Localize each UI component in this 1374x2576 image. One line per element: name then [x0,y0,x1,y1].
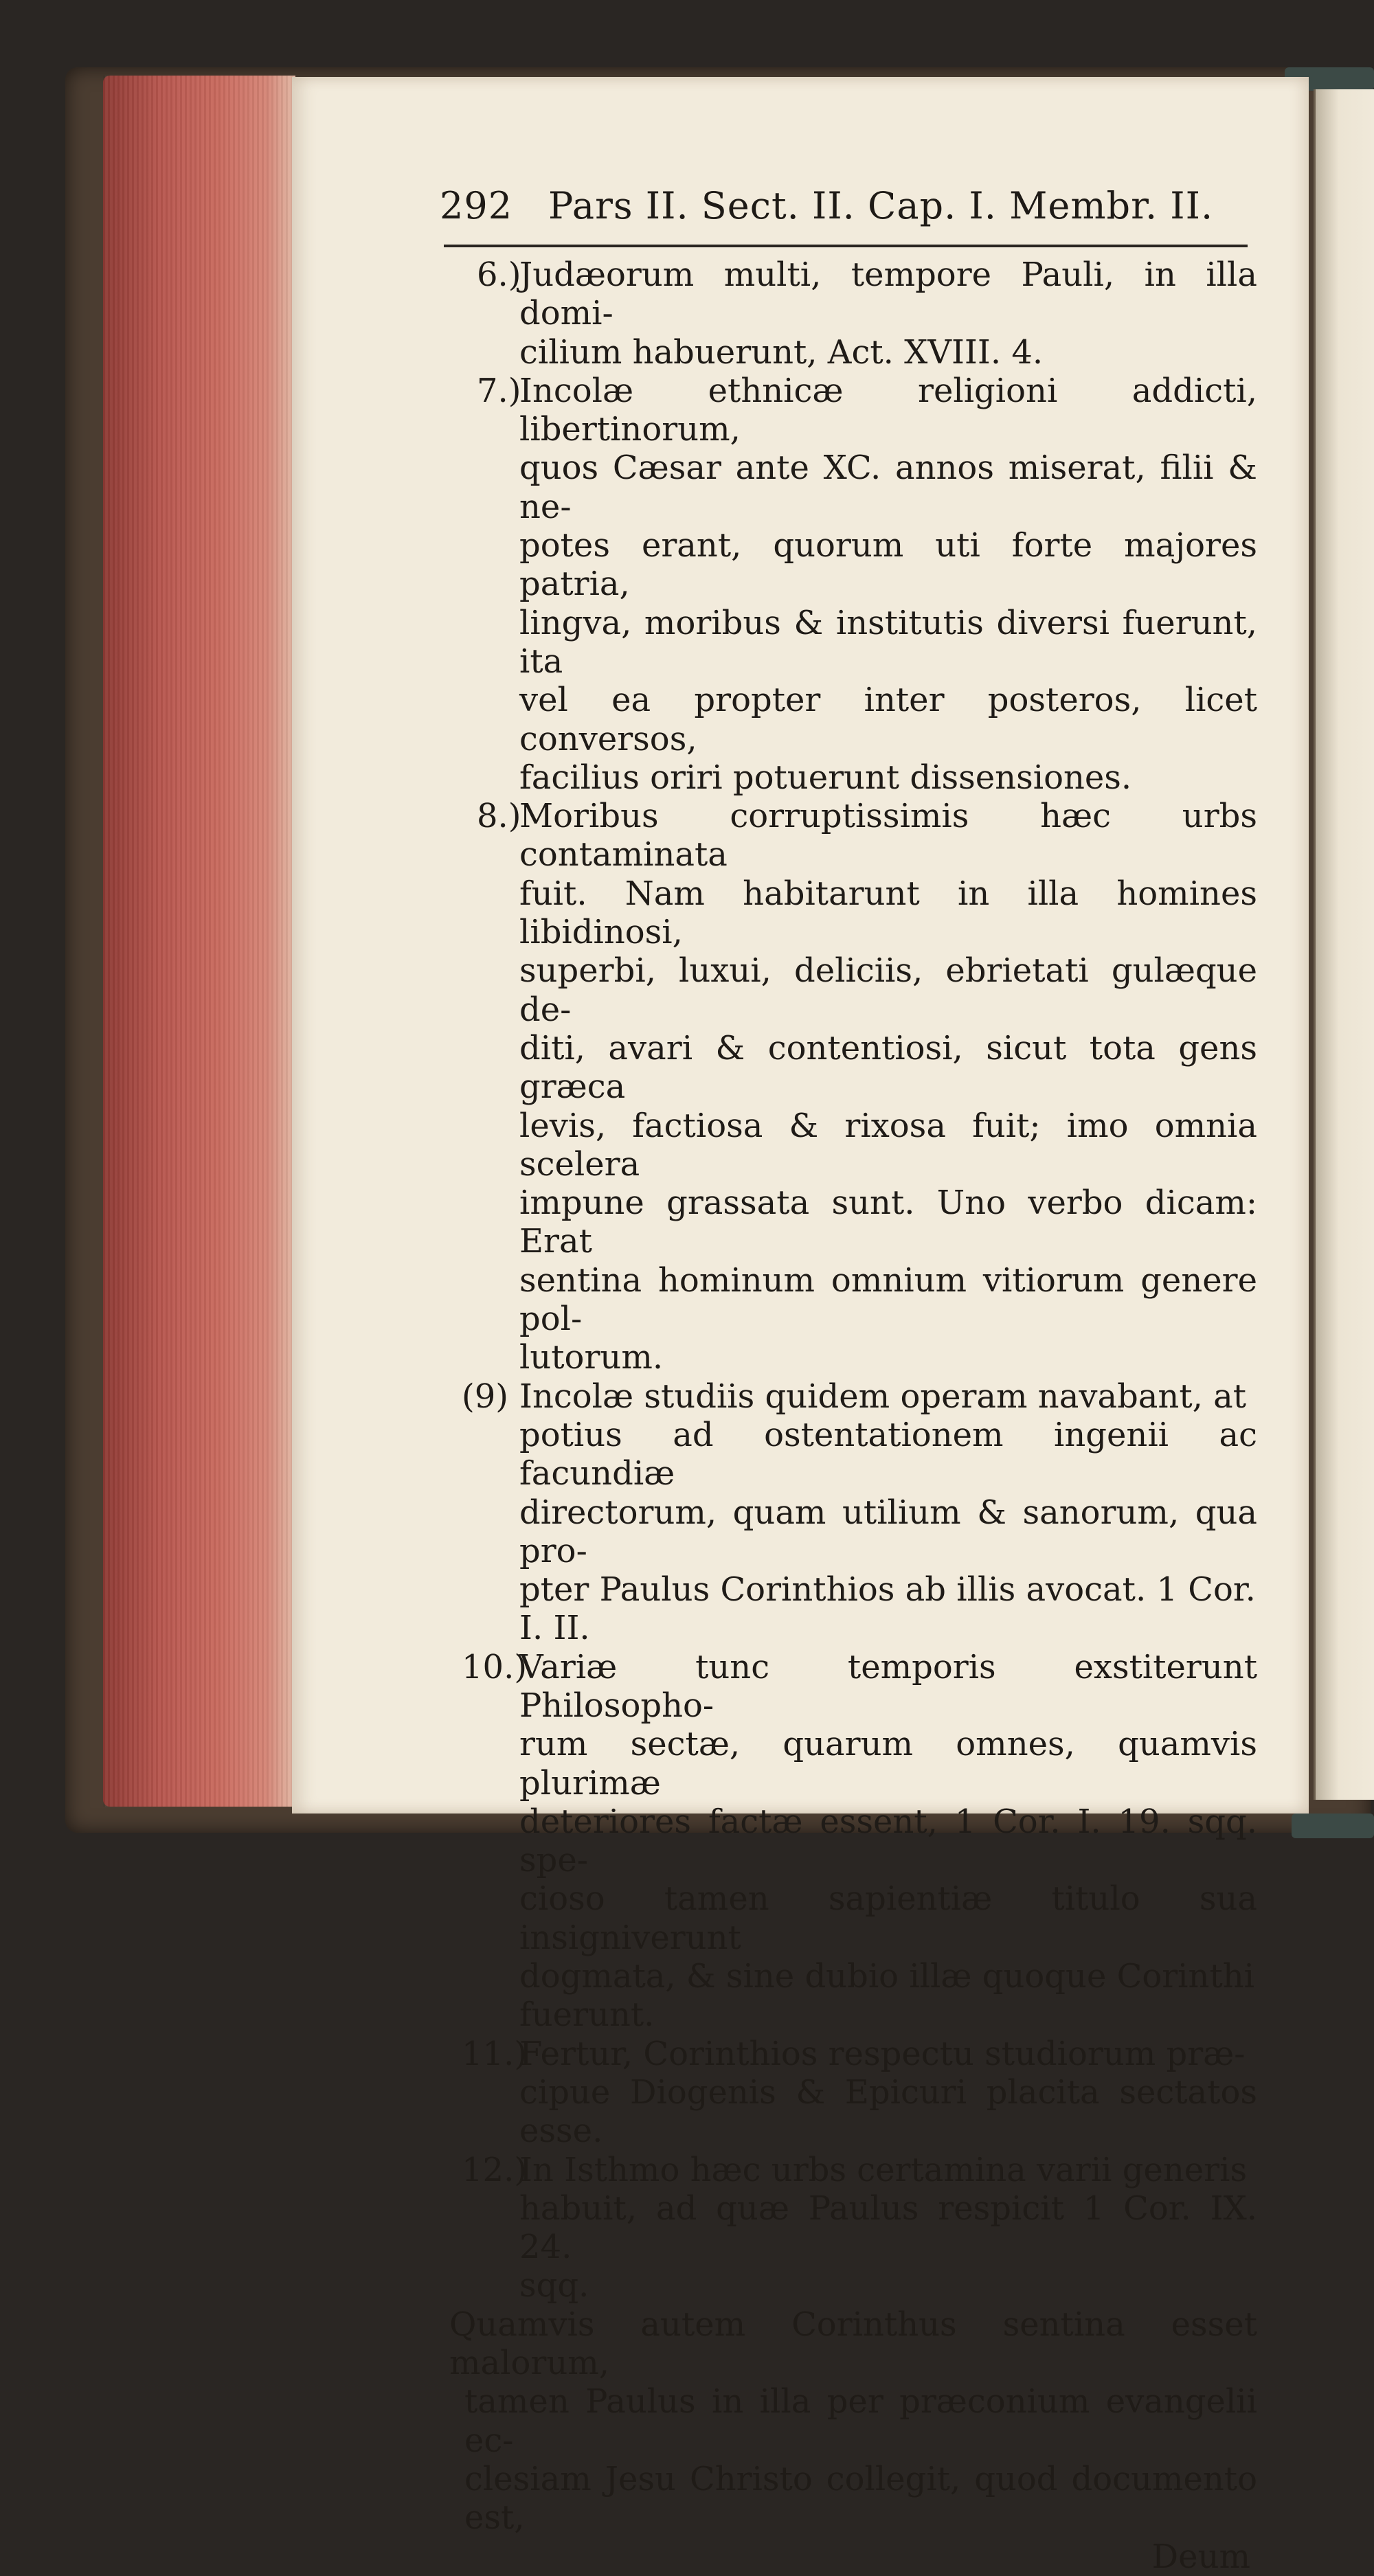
list-item [453,372,1257,797]
text-line: Incolæ studiis quidem operam navabant, at [519,1377,1247,1416]
text-line: In Isthmo hæc urbs certamina varii generis [519,2150,1248,2189]
text-line: sentina hominum omnium vitiorum genere pol- [519,1261,1257,1339]
list-item [453,2151,1257,2305]
text-line: rum sectæ, quarum omnes, quamvis plurimæ [519,1725,1257,1803]
facing-page-edge [1314,89,1374,1800]
item-number: 7.) [477,371,521,410]
list-item [453,256,1257,372]
text-line: levis, factiosa & rixosa fuit; imo omnia scelera [519,1106,1257,1184]
text-line: potes erant, quorum uti forte majores patria, [519,526,1257,604]
text-line: directorum, quam utilium & sanorum, qua pro- [519,1493,1257,1570]
item-number: 10.) [462,1647,528,1686]
text-line: lingva, moribus & institutis diversi fuerunt, ita [519,603,1257,681]
text-line: fuit. Nam habitarunt in illa homines libidinosi, [519,874,1257,952]
text-line: Quamvis autem Corinthus sentina esset malorum, [449,2305,1257,2383]
page-body [449,256,1257,2576]
page-number: 292 [440,184,513,227]
text-line: vel ea propter inter posteros, licet conversos, [519,681,1257,758]
header-rule [444,245,1248,247]
item-number: 12.) [462,2150,528,2189]
text-line: Variæ tunc temporis exstiterunt Philosopho- [519,1647,1257,1725]
text-line: habuit, ad quæ Paulus respicit 1 Cor. IX. 24. [519,2189,1257,2267]
running-header [440,184,1250,232]
text-line: clesiam Jesu Christo collegit, quod documento est, [464,2459,1257,2538]
list-item [453,1377,1257,1648]
list-item [453,797,1257,1377]
text-line: dogmata, & sine dubio illæ quoque Corinthi [519,1957,1254,1996]
text-line: sqq. [519,2266,589,2305]
text-line: Judæorum multi, tempore Pauli, in illa domi- [519,256,1257,333]
text-line: Moribus corruptissimis hæc urbs contaminata [519,797,1257,874]
text-line: diti, avari & contentiosi, sicut tota gens græca [519,1028,1257,1107]
text-line: Incolæ ethnicæ religioni addicti, libertinorum, [519,371,1257,449]
item-number: 8.) [477,797,521,836]
item-number: (9) [462,1377,508,1416]
text-line: cilium habuerunt, Act. XVIII. 4. [519,332,1044,372]
closing-paragraph [449,2305,1257,2538]
catchword: Deum [1151,2537,1250,2576]
text-line: pter Paulus Corinthios ab illis avocat. 1 Cor. [519,1570,1256,1609]
text-line: cipue Diogenis & Epicuri placita sectatos esse. [519,2072,1257,2151]
text-line: deteriores factæ essent, 1 Cor. I. 19. sqq. spe- [519,1802,1257,1880]
item-number: 11.) [462,2034,528,2073]
ribbon-bookmark-bottom [1292,1814,1374,1838]
text-line: potius ad ostentationem ingenii ac facundiæ [519,1415,1257,1493]
text-line: tamen Paulus in illa per præconium evangelii ec- [464,2382,1257,2460]
text-line: impune grassata sunt. Uno verbo dicam: Erat [519,1184,1257,1261]
list-item [453,2035,1257,2151]
text-line: lutorum. [519,1338,664,1377]
text-line: facilius oriri potuerunt dissensiones. [519,758,1132,797]
page-edges-red [103,76,295,1807]
list-item [453,1648,1257,2035]
item-number: 6.) [477,256,521,294]
running-title: Pars II. Sect. II. Cap. I. Membr. II. [548,184,1214,227]
text-line: cioso tamen sapientiæ titulo sua insigniverunt [519,1879,1257,1957]
text-line: quos Cæsar ante XC. annos miserat, filii & ne- [519,449,1257,526]
text-line: fuerunt. [519,1996,655,2035]
text-line: Fertur, Corinthios respectu studiorum præ- [519,2034,1246,2073]
text-line: superbi, luxui, deliciis, ebrietati gulæque de- [519,951,1257,1029]
text-line: I. II. [519,1609,590,1648]
